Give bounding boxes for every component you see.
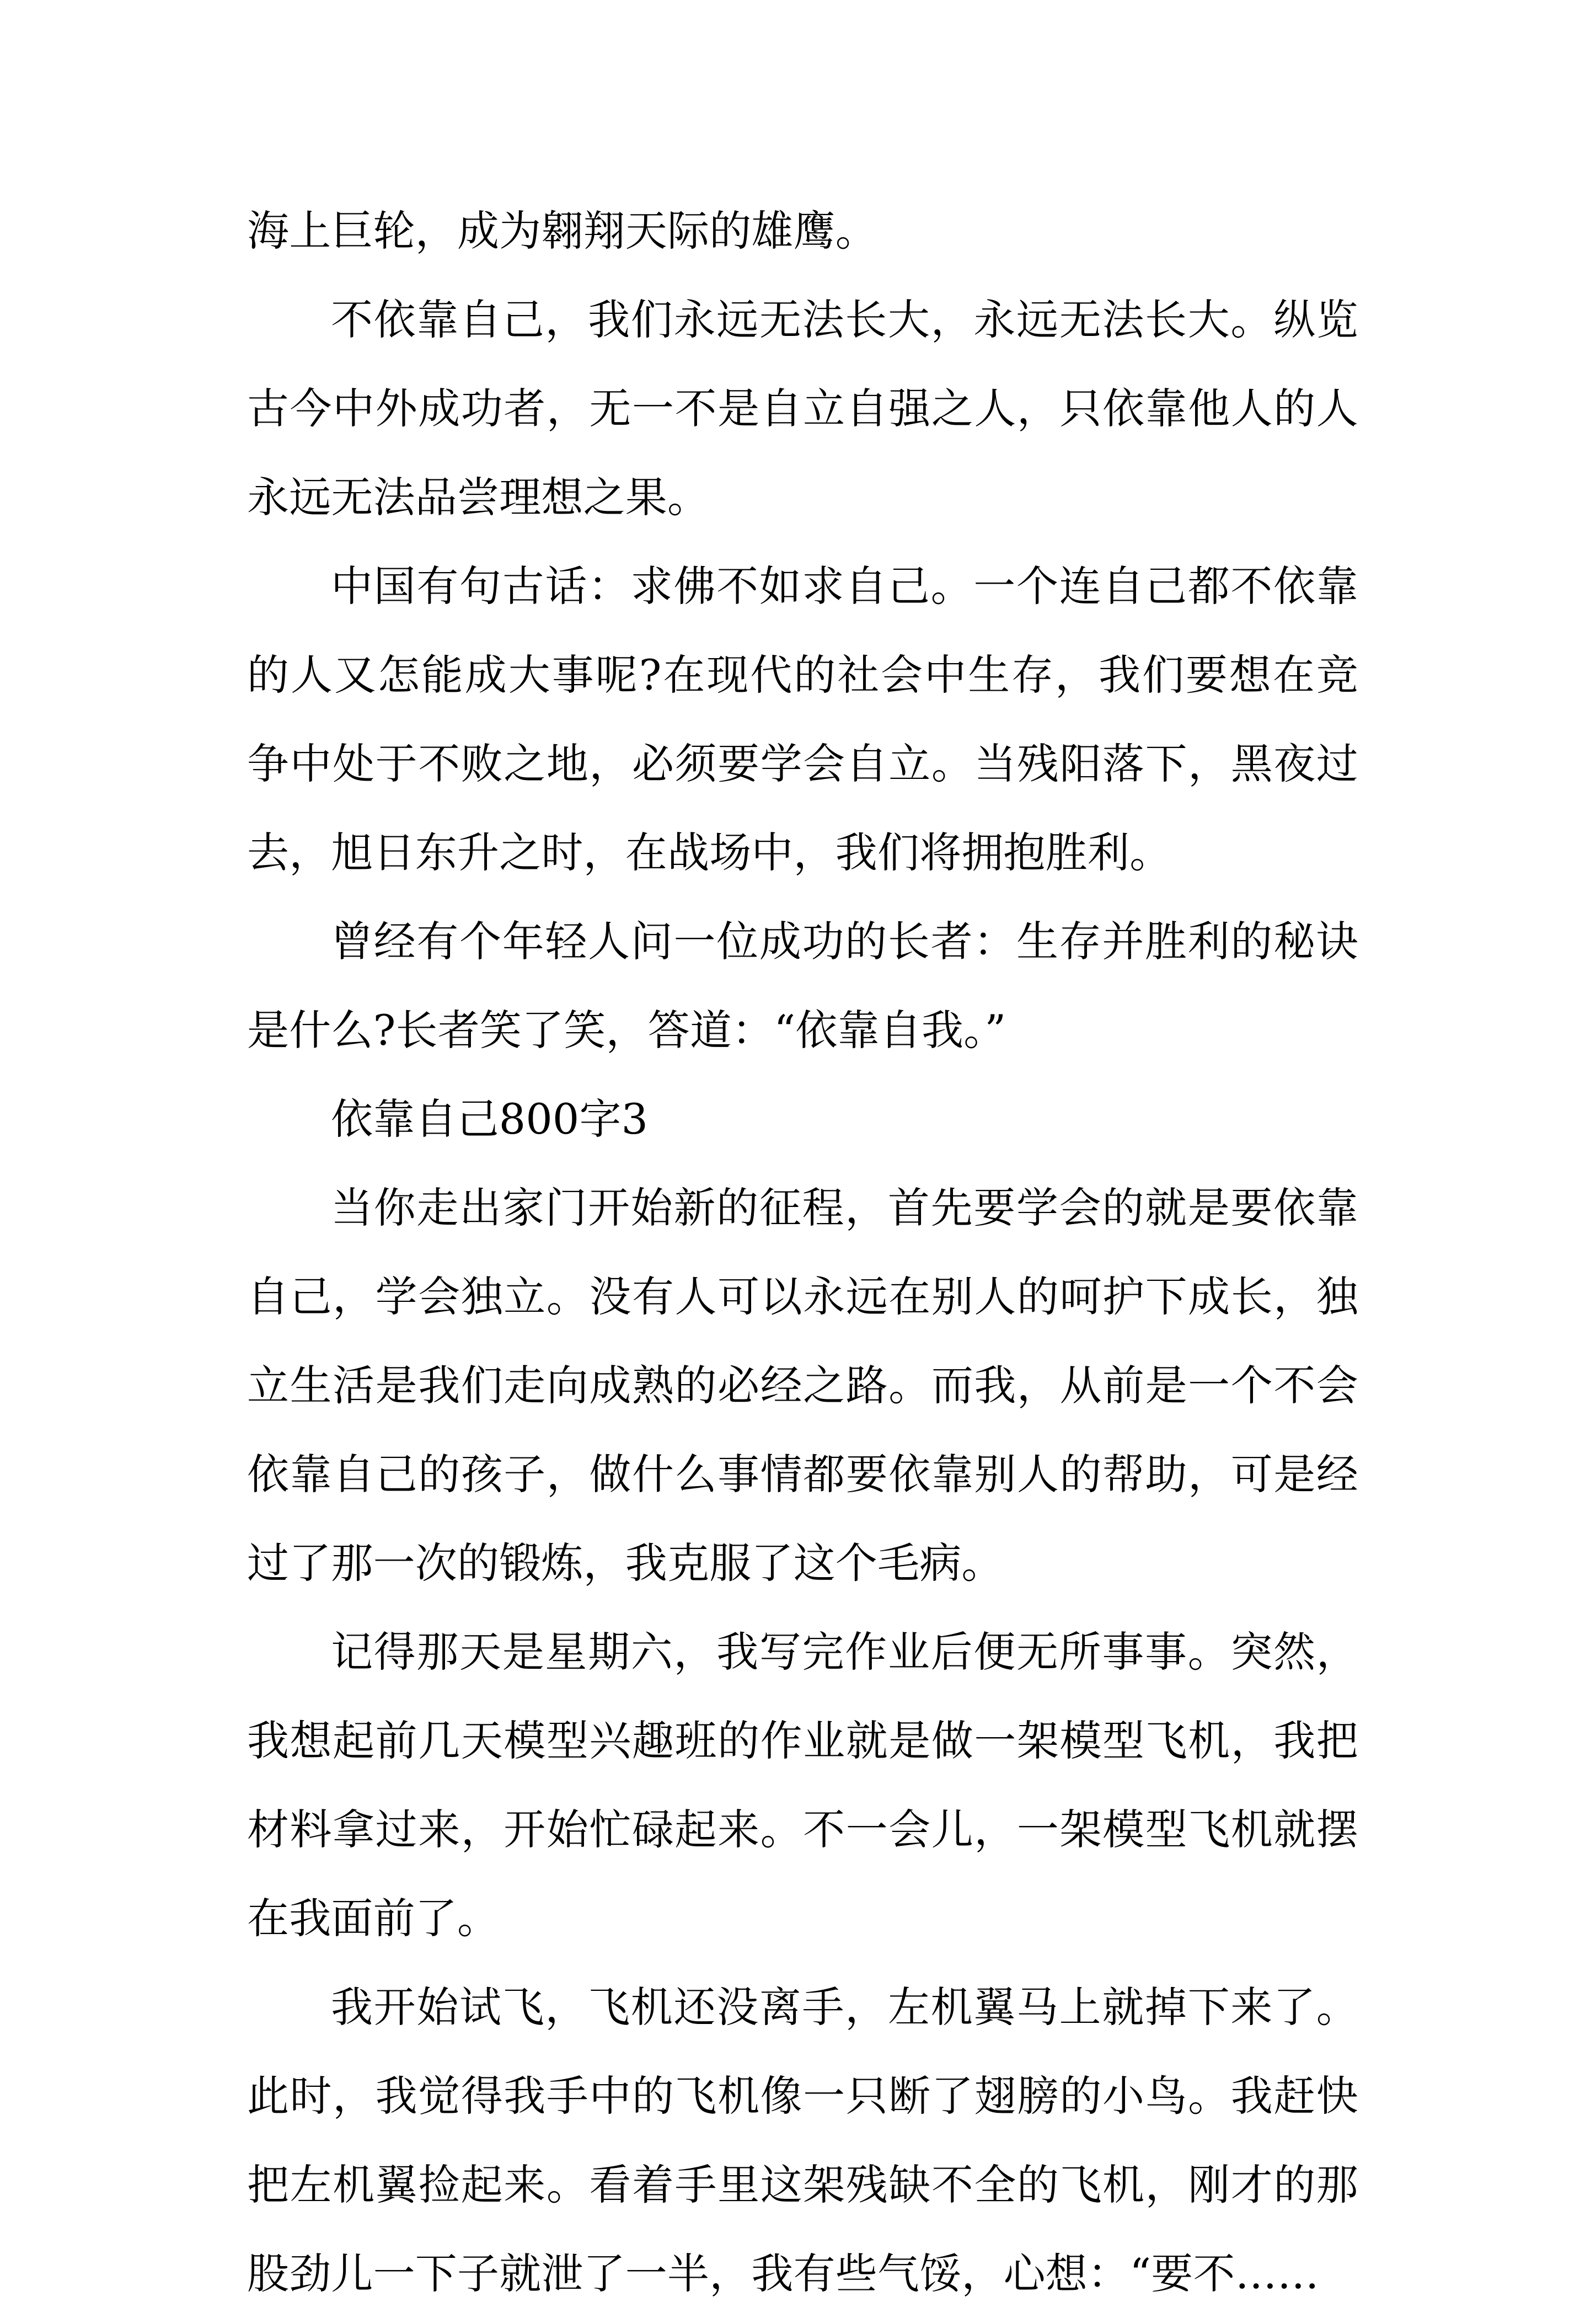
paragraph: 我开始试飞，飞机还没离手，左机翼马上就掉下来了。此时，我觉得我手中的飞机像一只断了翅膀的小鸟。我赶快把左机翼捡起来。看着手里这架残缺不全的飞机，刚才的那股劲儿一下子就泄了一半，我有些气馁，心想：“要不…… (247, 1983, 1358, 2298)
paragraph: 不依靠自己，我们永远无法长大，永远无法长大。纵览古今中外成功者，无一不是自立自强之人，只依靠他人的人永远无法品尝理想之果。 (247, 295, 1358, 522)
paragraph: 记得那天是星期六，我写完作业后便无所事事。突然，我想起前几天模型兴趣班的作业就是做一架模型飞机，我把材料拿过来，开始忙碌起来。不一会儿，一架模型飞机就摆在我面前了。 (247, 1627, 1358, 1943)
paragraph: 中国有句古话：求佛不如求自己。一个连自己都不依靠的人又怎能成大事呢?在现代的社会中生存，我们要想在竞争中处于不败之地，必须要学会自立。当残阳落下，黑夜过去，旭日东升之时，在战场中，我们将拥抱胜利。 (247, 562, 1358, 877)
paragraph: 当你走出家门开始新的征程，首先要学会的就是要依靠自己，学会独立。没有人可以永远在别人的呵护下成长，独立生活是我们走向成熟的必经之路。而我，从前是一个不会依靠自己的孩子，做什么事情都要依靠别人的帮助，可是经过了那一次的锻炼，我克服了这个毛病。 (247, 1183, 1358, 1588)
paragraph: 曾经有个年轻人问一位成功的长者：生存并胜利的秘诀是什么?长者笑了笑，答道：“依靠自我。” (247, 917, 1358, 1055)
body-text (247, 186, 1358, 2318)
paragraph-continued: 海上巨轮，成为翱翔天际的雄鹰。 (247, 206, 877, 255)
section-heading: 依靠自己800字3 (331, 1094, 649, 1144)
